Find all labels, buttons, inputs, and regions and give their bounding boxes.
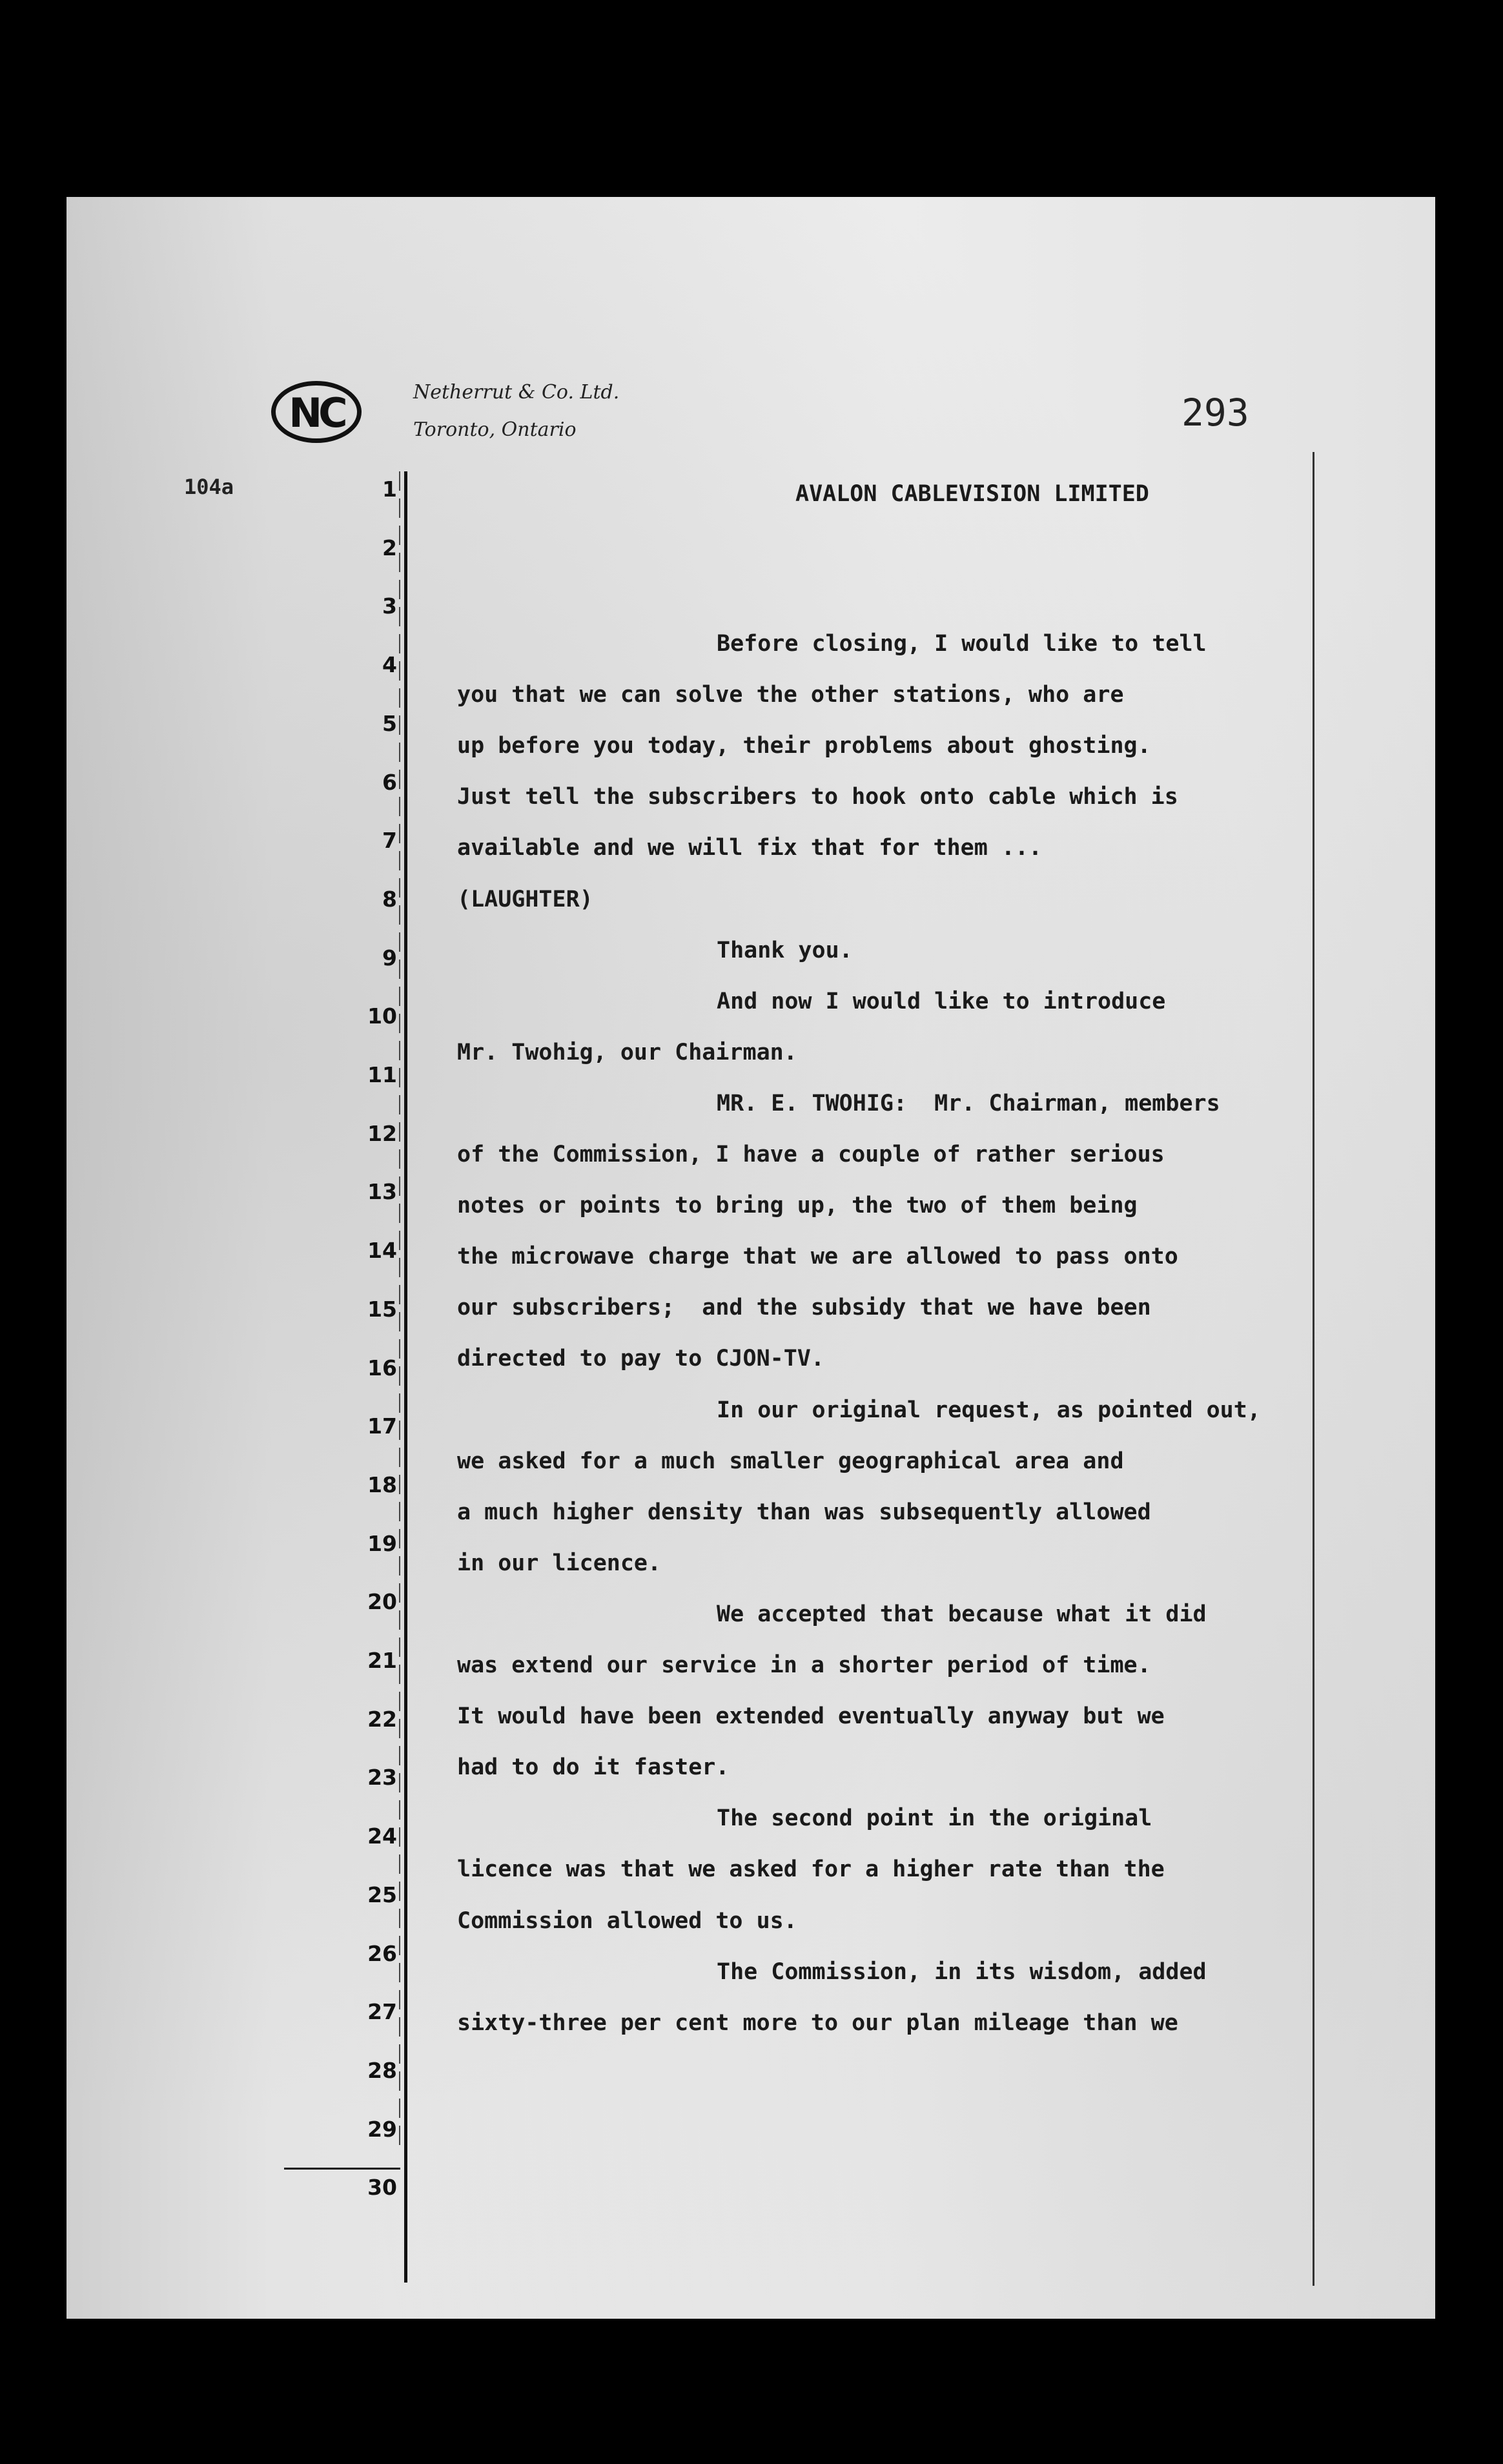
text-line: And now I would like to introduce bbox=[717, 988, 1166, 1014]
line-number: 28 bbox=[367, 2057, 397, 2083]
text-line: up before you today, their problems about ghosting. bbox=[457, 733, 1151, 759]
text-line: available and we will fix that for them ... bbox=[457, 835, 1043, 861]
line-number: 14 bbox=[367, 1238, 397, 1264]
text-line: The second point in the original bbox=[717, 1805, 1152, 1832]
text-line: licence was that we asked for a higher rate than the bbox=[457, 1856, 1165, 1883]
line-number: 13 bbox=[367, 1179, 397, 1205]
firm-name: Netherrut & Co. Ltd. bbox=[413, 381, 620, 404]
text-line: (LAUGHTER) bbox=[457, 886, 593, 912]
line-number: 2 bbox=[382, 535, 397, 560]
line-number: 8 bbox=[382, 886, 397, 912]
line-number: 30 bbox=[367, 2175, 397, 2201]
line-number: 7 bbox=[382, 828, 397, 854]
page-number: 293 bbox=[1181, 391, 1249, 435]
firm-location: Toronto, Ontario bbox=[413, 418, 577, 441]
line-number: 15 bbox=[367, 1296, 397, 1322]
right-margin-rule bbox=[1313, 452, 1314, 2286]
text-line: notes or points to bring up, the two of them being bbox=[457, 1193, 1138, 1219]
text-line: Commission allowed to us. bbox=[457, 1907, 797, 1934]
line-number: 4 bbox=[382, 652, 397, 678]
line-number: 17 bbox=[367, 1413, 397, 1439]
exhibit-tab: 104a bbox=[184, 475, 234, 499]
text-line: we asked for a much smaller geographical area and bbox=[457, 1448, 1124, 1474]
line-number: 9 bbox=[382, 945, 397, 970]
text-line: Thank you. bbox=[717, 937, 853, 963]
text-line: had to do it faster. bbox=[457, 1754, 730, 1781]
line-number: 18 bbox=[367, 1472, 397, 1497]
line-number: 23 bbox=[367, 1765, 397, 1791]
line-number: 25 bbox=[367, 1882, 397, 1907]
line-number: 1 bbox=[382, 477, 397, 502]
text-line: of the Commission, I have a couple of rather serious bbox=[457, 1142, 1165, 1167]
text-line: directed to pay to CJON-TV. bbox=[457, 1346, 824, 1372]
text-line: a much higher density than was subsequently allowed bbox=[457, 1499, 1151, 1525]
line-30-underline bbox=[284, 2168, 400, 2170]
line-number: 16 bbox=[367, 1355, 397, 1381]
line-number: 27 bbox=[367, 1999, 397, 2025]
line-number: 5 bbox=[382, 710, 397, 736]
text-line: MR. E. TWOHIG: Mr. Chairman, members bbox=[717, 1090, 1220, 1116]
text-line: In our original request, as pointed out, bbox=[717, 1397, 1261, 1423]
text-line: was extend our service in a shorter period of time. bbox=[457, 1652, 1151, 1678]
line-number: 21 bbox=[367, 1648, 397, 1673]
line-number: 6 bbox=[382, 769, 397, 795]
line-number: 24 bbox=[367, 1823, 397, 1849]
text-line: our subscribers; and the subsidy that we have been bbox=[457, 1295, 1151, 1321]
line-number: 19 bbox=[367, 1530, 397, 1556]
line-number: 12 bbox=[367, 1120, 397, 1146]
text-line: The Commission, in its wisdom, added bbox=[717, 1958, 1207, 1985]
text-line: sixty-three per cent more to our plan mileage than we bbox=[457, 2009, 1178, 2036]
text-line: It would have been extended eventually anyway but we bbox=[457, 1703, 1165, 1730]
text-line: Just tell the subscribers to hook onto cable which is bbox=[457, 784, 1178, 810]
margin-rule bbox=[404, 471, 407, 2283]
document-heading: AVALON CABLEVISION LIMITED bbox=[795, 481, 1149, 507]
text-line: in our licence. bbox=[457, 1550, 662, 1576]
line-number: 29 bbox=[367, 2116, 397, 2142]
line-number: 3 bbox=[382, 593, 397, 619]
line-number: 26 bbox=[367, 1940, 397, 1966]
text-line: the microwave charge that we are allowed to pass onto bbox=[457, 1244, 1178, 1270]
line-number: 11 bbox=[367, 1062, 397, 1087]
line-number: 10 bbox=[367, 1003, 397, 1029]
text-line: Mr. Twohig, our Chairman. bbox=[457, 1039, 797, 1065]
text-line: Before closing, I would like to tell bbox=[717, 631, 1207, 657]
logo-text: NC bbox=[289, 389, 344, 436]
text-line: you that we can solve the other stations, who are bbox=[457, 682, 1124, 708]
text-line: We accepted that because what it did bbox=[717, 1601, 1207, 1627]
margin-rule-dashed bbox=[399, 471, 400, 2150]
firm-logo bbox=[271, 381, 362, 443]
line-number: 22 bbox=[367, 1706, 397, 1732]
line-number: 20 bbox=[367, 1589, 397, 1615]
